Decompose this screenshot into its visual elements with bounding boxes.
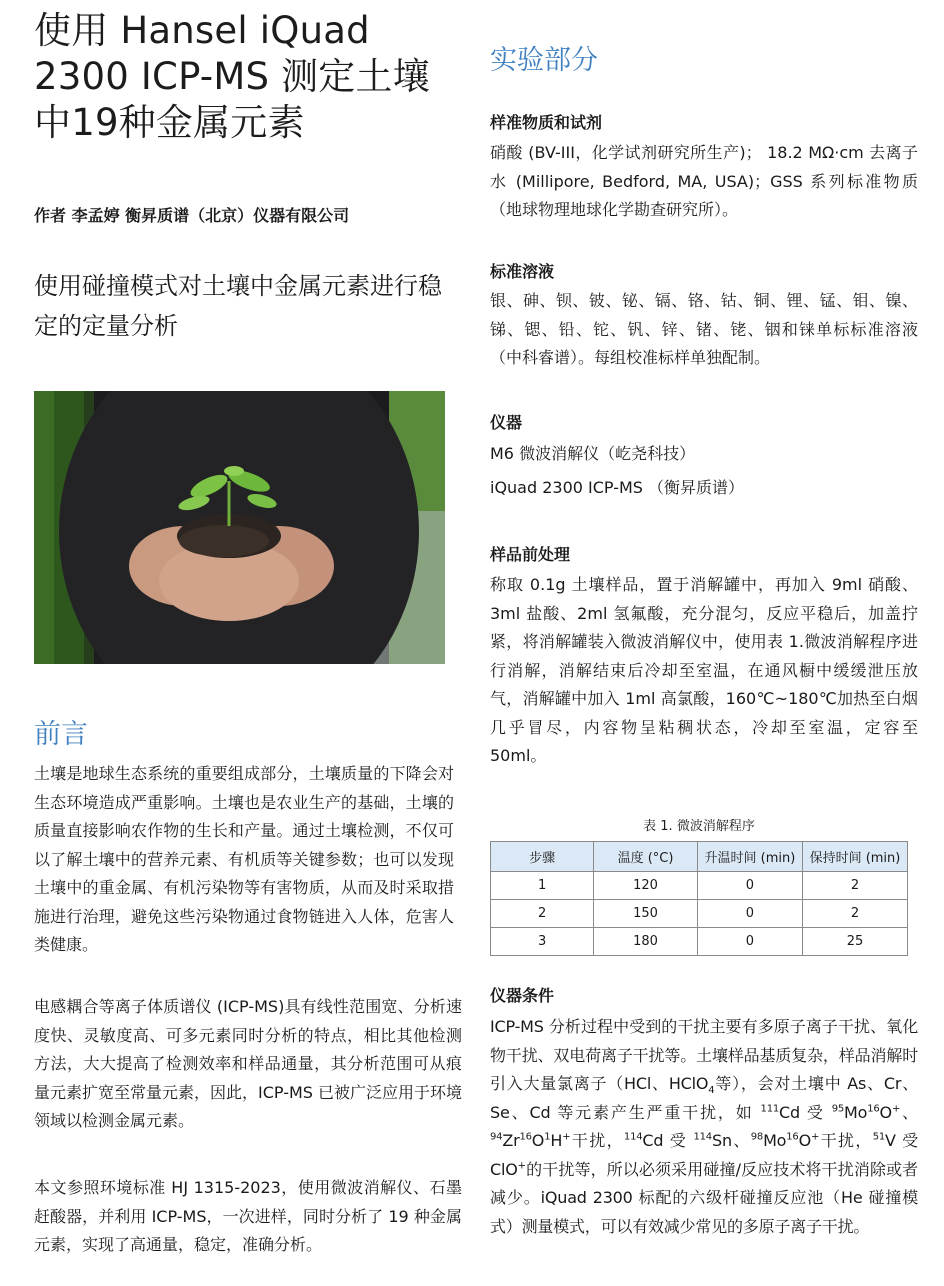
author-line: 作者 李孟婷 衡昇质谱（北京）仪器有限公司 bbox=[34, 206, 350, 225]
instrument-2: iQuad 2300 ICP-MS （衡昇质谱） bbox=[490, 478, 745, 497]
reagents-text: 硝酸 (BV-III，化学试剂研究所生产)； 18.2 MΩ·cm 去离子水 (Millipore, Bedford, MA, USA)；GSS 系列标准物质（地球物理地球化学勘查研究所）。 bbox=[490, 143, 918, 219]
instruments-heading: 仪器 bbox=[490, 413, 523, 432]
digestion-program-table bbox=[490, 841, 908, 956]
col-header-ramp: 升温时间 (min) bbox=[697, 842, 802, 872]
conditions-text: ICP-MS 分析过程中受到的干扰主要有多原子离子干扰、氧化物干扰、双电荷离子干扰等。土壤样品基质复杂，样品消解时引入大量氯离子（HCl、HClO$_4$等），会对土壤中 As、Cr、Se、Cd 等元素产生严重干扰，如 $^{111}$Cd 受 $^{95}$Mo$^{16}$O+、$^{94}Zr^{16}O^1H^+$干扰，$^{114}$Cd 受 $^{114}$Sn、$^{98}$Mo$^{16}$O+干扰，$^{51}$V 受 ClO+的干扰等，所以必须采用碰撞/反应技术将干扰消除或者减少。iQuad 2300 标配的六级杆碰撞反应池（He 碰撞模式）测量模式，可以有效减少常见的多原子离子干扰。 bbox=[490, 1017, 918, 1236]
page-title: 使用 Hansel iQuad 2300 ICP-MS 测定土壤中19种金属元素 bbox=[34, 9, 430, 144]
table-row bbox=[491, 872, 908, 900]
experiment-heading: 实验部分 bbox=[490, 45, 598, 76]
sample-prep-heading: 样品前处理 bbox=[490, 545, 571, 564]
table-cell: 2 bbox=[802, 872, 907, 900]
subtitle: 使用碰撞模式对土壤中金属元素进行稳定的定量分析 bbox=[34, 272, 442, 340]
table-row bbox=[491, 928, 908, 956]
table-cell: 2 bbox=[802, 900, 907, 928]
table-cell: 1 bbox=[491, 872, 594, 900]
table-row bbox=[491, 900, 908, 928]
table-cell: 3 bbox=[491, 928, 594, 956]
table-cell: 2 bbox=[491, 900, 594, 928]
col-header-temp: 温度 (°C) bbox=[594, 842, 698, 872]
instrument-1: M6 微波消解仪（屹尧科技） bbox=[490, 444, 696, 463]
hands-holding-soil-photo bbox=[34, 391, 445, 664]
table-header-row bbox=[491, 842, 908, 872]
sample-prep-text: 称取 0.1g 土壤样品，置于消解罐中，再加入 9ml 硝酸、3ml 盐酸、2ml 氢氟酸，充分混匀，反应平稳后，加盖拧紧，将消解罐装入微波消解仪中，使用表 1.微波消解程序进行消解，消解结束后冷却至室温，在通风橱中缓缓泄压放气，消解罐中加入 1ml 高氯酸，160℃~180℃加热至白烟几乎冒尽，内容物呈粘稠状态，冷却至室温，定容至 50ml。 bbox=[490, 575, 918, 765]
standards-heading: 标准溶液 bbox=[490, 262, 555, 281]
photo-illustration bbox=[34, 391, 445, 664]
table-caption: 表 1. 微波消解程序 bbox=[643, 819, 755, 834]
conditions-heading: 仪器条件 bbox=[490, 986, 555, 1005]
table-cell: 0 bbox=[697, 872, 802, 900]
col-header-step: 步骤 bbox=[491, 842, 594, 872]
foreword-paragraph-3: 本文参照环境标准 HJ 1315-2023，使用微波消解仪、石墨赶酸器，并利用 ICP-MS，一次进样，同时分析了 19 种金属元素，实现了高通量，稳定，准确分析。 bbox=[34, 1178, 462, 1254]
standards-text: 银、砷、钡、铍、铋、镉、铬、钴、铜、锂、锰、钼、镍、锑、锶、铅、铊、钒、锌、锗、铑、铟和铼单标标准溶液（中科睿谱）。每组校准标样单独配制。 bbox=[490, 291, 918, 367]
table-cell: 120 bbox=[594, 872, 698, 900]
foreword-paragraph-2: 电感耦合等离子体质谱仪 (ICP-MS)具有线性范围宽、分析速度快、灵敏度高、可多元素同时分析的特点，相比其他检测方法，大大提高了检测效率和样品通量，其分析范围可从痕量元素扩宽至常量元素，因此，ICP-MS 已被广泛应用于环境领域以检测金属元素。 bbox=[34, 997, 463, 1130]
table-cell: 25 bbox=[802, 928, 907, 956]
reagents-heading: 样准物质和试剂 bbox=[490, 113, 603, 132]
table-cell: 0 bbox=[697, 928, 802, 956]
foreword-paragraph-1: 土壤是地球生态系统的重要组成部分，土壤质量的下降会对生态环境造成严重影响。土壤也是农业生产的基础，土壤的质量直接影响农作物的生长和产量。通过土壤检测，不仅可以了解土壤中的营养元素、有机质等关键参数；也可以发现土壤中的重金属、有机污染物等有害物质，从而及时采取措施进行治理，避免这些污染物通过食物链进入人体，危害人类健康。 bbox=[34, 764, 454, 954]
col-header-hold: 保持时间 (min) bbox=[802, 842, 907, 872]
table-cell: 0 bbox=[697, 900, 802, 928]
table-cell: 150 bbox=[594, 900, 698, 928]
foreword-heading: 前言 bbox=[34, 719, 88, 750]
table-cell: 180 bbox=[594, 928, 698, 956]
